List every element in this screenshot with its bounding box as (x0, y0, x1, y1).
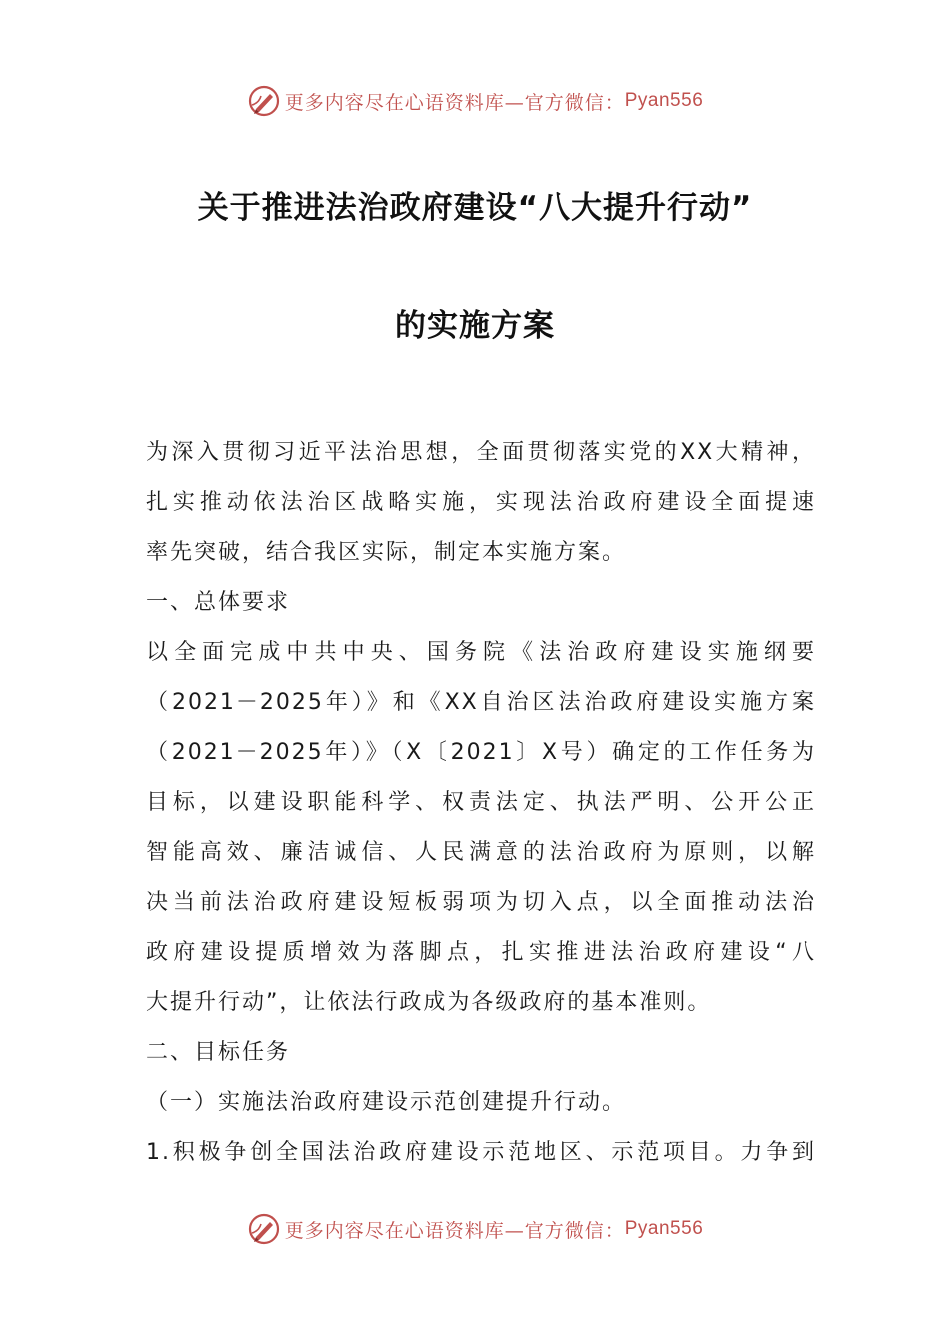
watermark-text: 更多内容尽在心语资料库—官方微信： (284, 91, 625, 114)
watermark-footer (0, 1212, 950, 1246)
body-line: （2021－2025年）》（X〔2021〕X号）确定的工作任务为 (146, 740, 816, 765)
pen-logo-icon (247, 84, 281, 118)
body-line: 决当前法治政府建设短板弱项为切入点，以全面推动法治 (146, 890, 816, 915)
body-line: 扎实推动依法治区战略实施，实现法治政府建设全面提速 (146, 490, 816, 515)
body-line: 智能高效、廉洁诚信、人民满意的法治政府为原则，以解 (146, 840, 816, 865)
document-title-line2: 的实施方案 (395, 308, 555, 344)
watermark-text: 更多内容尽在心语资料库—官方微信： (284, 1219, 625, 1242)
body-line: 1.积极争创全国法治政府建设示范地区、示范项目。力争到 (146, 1140, 816, 1165)
body-line: 大提升行动”，让依法行政成为各级政府的基本准则。 (146, 990, 712, 1015)
document-body (146, 428, 816, 1178)
body-line: 目标，以建设职能科学、权责法定、执法严明、公开公正 (146, 790, 816, 815)
document-title-line1: 关于推进法治政府建设“八大提升行动” (197, 190, 753, 226)
watermark-id: Pyan556 (624, 1218, 704, 1239)
body-line: 率先突破，结合我区实际，制定本实施方案。 (146, 540, 627, 565)
section-heading: 二、目标任务 (146, 1040, 291, 1065)
watermark-header (0, 84, 950, 118)
body-line: 政府建设提质增效为落脚点，扎实推进法治政府建设“八 (146, 940, 816, 965)
watermark-id: Pyan556 (624, 90, 704, 111)
subsection-heading: （一）实施法治政府建设示范创建提升行动。 (146, 1090, 627, 1115)
section-heading: 一、总体要求 (146, 590, 291, 615)
body-line: 以全面完成中共中央、国务院《法治政府建设实施纲要 (146, 640, 816, 665)
body-line: 为深入贯彻习近平法治思想，全面贯彻落实党的XX大精神， (146, 440, 816, 465)
pen-logo-icon (247, 1212, 281, 1246)
body-line: （2021－2025年）》和《XX自治区法治政府建设实施方案 (146, 690, 816, 715)
